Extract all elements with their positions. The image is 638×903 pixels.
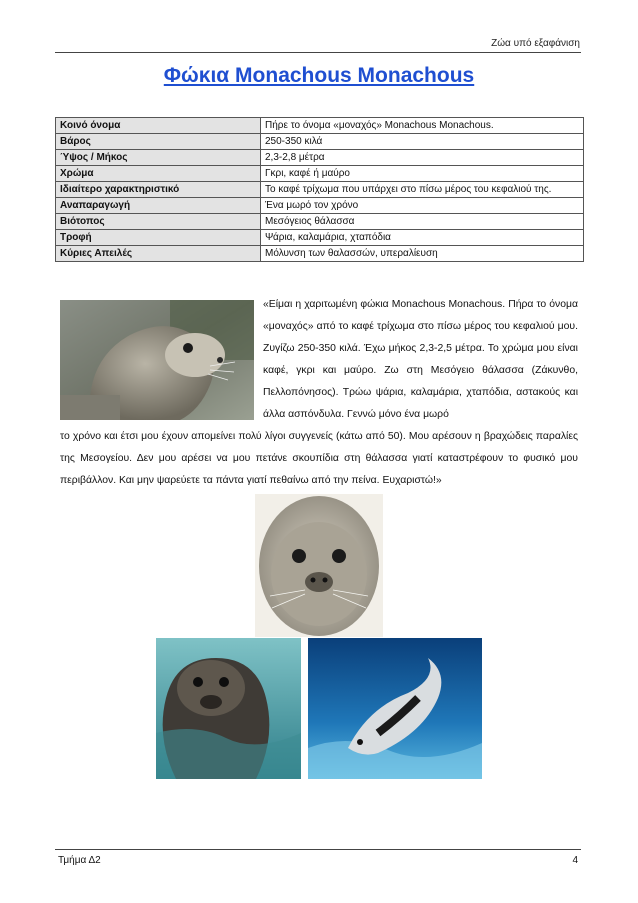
info-value: Μεσόγειος θάλασσα <box>261 214 584 230</box>
info-table-row <box>56 198 584 214</box>
info-key: Ύψος / Μήκος <box>56 150 261 166</box>
info-key: Χρώμα <box>56 166 261 182</box>
info-key: Κύριες Απειλές <box>56 246 261 262</box>
info-table-row <box>56 246 584 262</box>
info-value: Πήρε το όνομα «μοναχός» Monachous Monachous. <box>261 118 584 134</box>
info-key: Ιδιαίτερο χαρακτηριστικό <box>56 182 261 198</box>
info-table-row <box>56 166 584 182</box>
info-key: Βάρος <box>56 134 261 150</box>
info-key: Αναπαραγωγή <box>56 198 261 214</box>
info-key: Κοινό όνομα <box>56 118 261 134</box>
info-table <box>55 117 584 262</box>
seal-photo-underwater <box>308 638 482 779</box>
header-rule <box>55 52 581 53</box>
info-value: Το καφέ τρίχωμα που υπάρχει στο πίσω μέρος του κεφαλιού της. <box>261 182 584 198</box>
info-value: Γκρι, καφέ ή μαύρο <box>261 166 584 182</box>
info-table-row <box>56 150 584 166</box>
info-table-row <box>56 134 584 150</box>
intro-paragraph-part1: «Είμαι η χαριτωμένη φώκια Monachous Monachous. Πήρα το όνομα «μοναχός» από το καφέ τρίχωμα στο πίσω μέρος του κεφαλιού μου. Ζυγίζω 250-350 κιλά. Έχω μήκος 2,3-2,5 μέτρα. Το χρώμα μου είναι καφέ, γκρι και μαύρο. Ζω στη Μεσόγειο θάλασσα (Ζάκυνθο, Πελλοπόνησος). Τρώω ψάρια, καλαμάρια, χταπόδια, αστακούς και άλλα ασπόνδυλα. Γεννώ μόνο ένα μωρό <box>263 299 578 420</box>
footer-rule <box>55 849 581 850</box>
info-table-row <box>56 230 584 246</box>
page-title: Φώκια Monachous Monachous <box>163 64 475 87</box>
info-table-row <box>56 182 584 198</box>
info-value: 250-350 κιλά <box>261 134 584 150</box>
info-value: 2,3-2,8 μέτρα <box>261 150 584 166</box>
seal-photo-rocks <box>60 300 254 420</box>
info-key: Τροφή <box>56 230 261 246</box>
seal-photo-closeup <box>255 494 383 637</box>
info-key: Βιότοπος <box>56 214 261 230</box>
info-table-row <box>56 214 584 230</box>
info-value: Μόλυνση των θαλασσών, υπεραλίευση <box>261 246 584 262</box>
seal-photo-water <box>156 638 301 779</box>
intro-paragraph-part2: το χρόνο και έτσι μου έχουν απομείνει πολύ λίγοι συγγενείς (κάτω από 50). Μου αρέσουν η βραχώδεις παραλίες της Μεσογείου. Δεν μου αρέσει να μου πετάνε σκουπίδια στη θάλασσα γιατί καταστρέφουν το φυσικό μου περιβάλλον. Και μην ψαρεύετε τα πάντα γιατί πεθαίνω από την πείνα. Ευχαριστώ!» <box>60 431 578 486</box>
info-value: Ψάρια, καλαμάρια, χταπόδια <box>261 230 584 246</box>
info-table-row <box>56 118 584 134</box>
info-value: Ένα μωρό τον χρόνο <box>261 198 584 214</box>
footer-page-number: 4 <box>572 855 578 866</box>
footer-section: Τμήμα Δ2 <box>58 855 101 866</box>
header-running-title: Ζώα υπό εξαφάνιση <box>491 38 580 49</box>
